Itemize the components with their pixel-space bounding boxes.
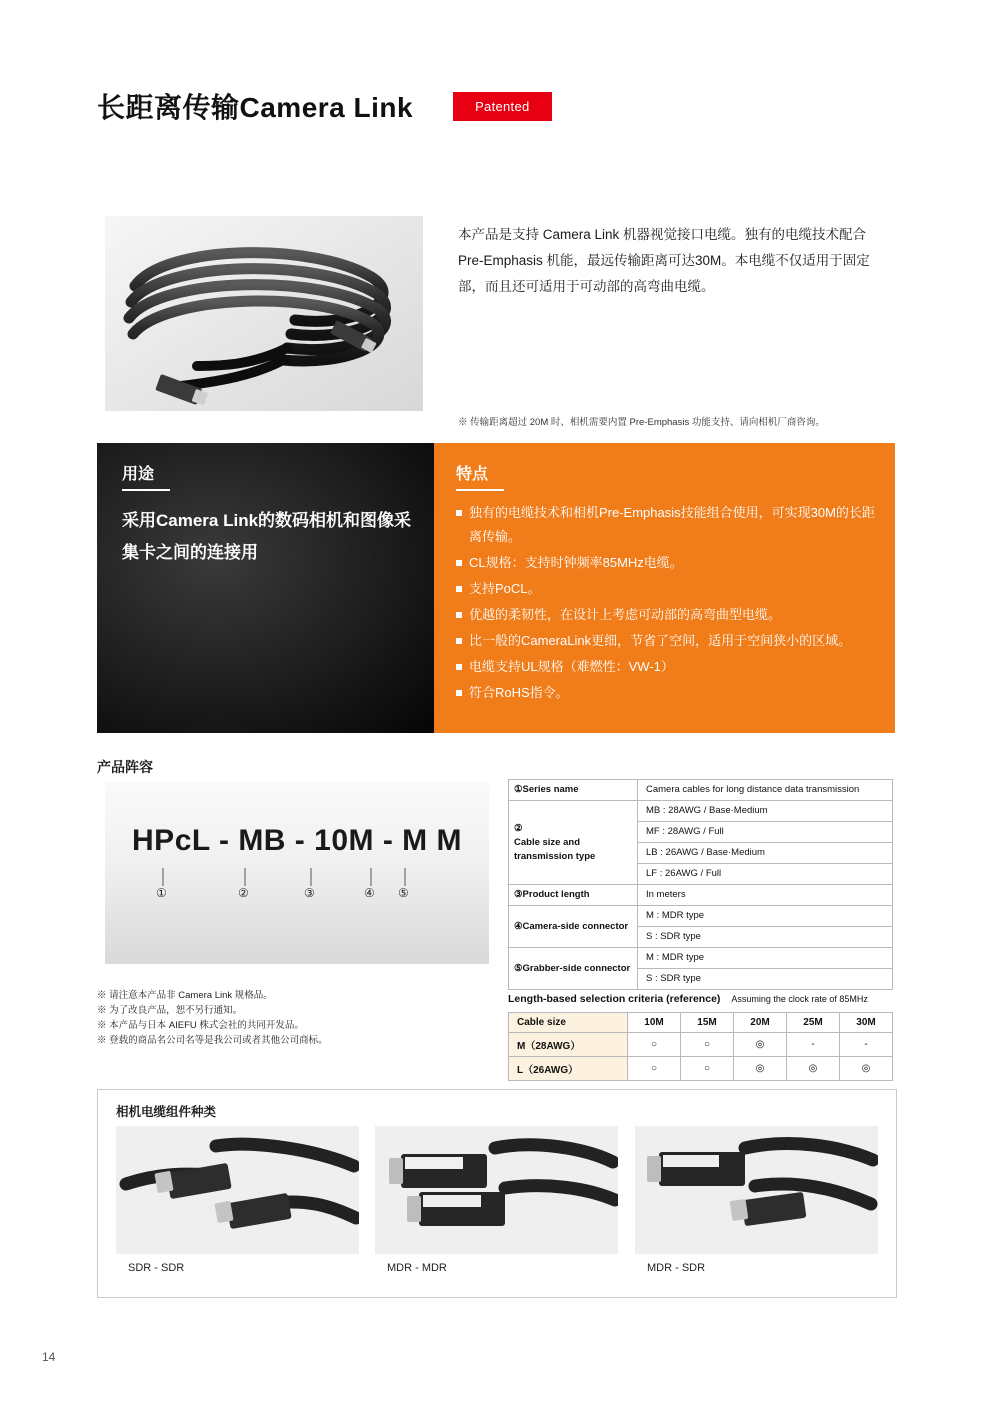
footnote-4: ※ 登载的商品名公司名等是我公司或者其他公司商标。	[97, 1035, 328, 1046]
criteria-col-2: 15M	[681, 1013, 734, 1033]
criteria-cell: ◎	[734, 1057, 787, 1081]
spec-name-2: Cable size and transmission type	[514, 836, 596, 862]
part-number-diagram	[105, 782, 489, 964]
criteria-cell: -	[787, 1033, 840, 1057]
assembly-caption-2: MDR - MDR	[387, 1262, 447, 1274]
callout-marker-3: ③	[304, 886, 315, 900]
spec-name-5: Grabber-side connector	[522, 962, 631, 974]
spec-name-3: Product length	[522, 889, 590, 900]
criteria-row-1-label: L（26AWG）	[509, 1057, 628, 1081]
table-row	[509, 801, 893, 822]
spec-value-4b: S : SDR type	[638, 927, 893, 948]
criteria-cell: ◎	[734, 1033, 787, 1057]
part-number-code: HPcL - MB - 10M - M M	[132, 824, 462, 857]
criteria-cell: ○	[681, 1033, 734, 1057]
spec-label-3	[509, 885, 638, 906]
spec-value-3: In meters	[638, 885, 893, 906]
status-badge: Patented	[453, 92, 551, 121]
assembly-section	[97, 1089, 897, 1298]
spec-table	[508, 779, 893, 990]
assembly-caption-1: SDR - SDR	[128, 1262, 185, 1274]
heading-underline	[456, 489, 504, 491]
spec-label-4	[509, 906, 638, 948]
spec-num-3: ③	[514, 889, 523, 900]
criteria-col-3: 20M	[734, 1013, 787, 1033]
assembly-photo-3	[635, 1126, 878, 1254]
spec-num-5: ⑤	[514, 962, 523, 974]
list-item: 符合RoHS指令。	[456, 681, 881, 705]
criteria-title: Length-based selection criteria (reference)	[508, 993, 721, 1005]
footnote-1: ※ 请注意本产品非 Camera Link 规格品。	[97, 990, 273, 1001]
spec-value-2a: MB : 28AWG / Base·Medium	[638, 801, 893, 822]
list-item: 优越的柔韧性，在设计上考虑可动部的高弯曲型电缆。	[456, 603, 881, 627]
callout-marker-1: ①	[156, 886, 167, 900]
page-number: 14	[42, 1350, 56, 1364]
footnotes	[97, 988, 328, 1048]
criteria-col-1: 10M	[628, 1013, 681, 1033]
spec-num-2: ②	[514, 822, 523, 834]
list-item: 支持PoCL。	[456, 577, 881, 601]
table-row	[509, 1033, 893, 1057]
spec-label-2	[509, 801, 638, 885]
hero-product-photo	[105, 216, 423, 411]
criteria-cell: ○	[681, 1057, 734, 1081]
criteria-cell: ○	[628, 1057, 681, 1081]
page-title: 长距离传输Camera Link	[97, 92, 414, 123]
use-panel-heading	[122, 461, 170, 491]
spec-label-5	[509, 948, 638, 990]
criteria-heading	[508, 993, 898, 1005]
assembly-photo-2	[375, 1126, 618, 1254]
spec-value-1: Camera cables for long distance data transmission	[638, 780, 893, 801]
assembly-caption-3: MDR - SDR	[647, 1262, 706, 1274]
table-row	[509, 780, 893, 801]
criteria-col-5: 30M	[840, 1013, 893, 1033]
use-panel-body: 采用Camera Link的数码相机和图像采集卡之间的连接用	[122, 511, 412, 562]
spec-value-4a: M : MDR type	[638, 906, 893, 927]
hero-footnote: ※ 传输距离超过 20M 时、相机需要内置 Pre-Emphasis 功能支持、请向相机厂商咨询。	[458, 417, 825, 428]
spec-value-2d: LF : 26AWG / Full	[638, 864, 893, 885]
callout-marker-2: ②	[238, 886, 249, 900]
spec-value-2b: MF : 28AWG / Full	[638, 822, 893, 843]
callout-marker-4: ④	[364, 886, 375, 900]
feature-panel	[434, 443, 895, 733]
list-item: 比一般的CameraLink更细，节省了空间，适用于空间狭小的区域。	[456, 629, 881, 653]
spec-name-4: Camera-side connector	[522, 920, 629, 932]
list-item: 独有的电缆技术和相机Pre-Emphasis技能组合使用，可实现30M的长距离传输。	[456, 501, 881, 549]
list-item: CL规格：支持时钟频率85MHz电缆。	[456, 551, 881, 575]
criteria-row-0-label: M（28AWG）	[509, 1033, 628, 1057]
criteria-subtitle: Assuming the clock rate of 85MHz	[731, 994, 868, 1004]
criteria-cell: ○	[628, 1033, 681, 1057]
feature-list	[456, 501, 881, 707]
lineup-title: 产品阵容	[97, 759, 153, 775]
spec-value-5a: M : MDR type	[638, 948, 893, 969]
part-number-callouts	[105, 868, 489, 908]
assembly-photo-1	[116, 1126, 359, 1254]
spec-num-1: ①	[514, 784, 523, 795]
criteria-table	[508, 1012, 893, 1081]
criteria-cell: ◎	[840, 1057, 893, 1081]
table-row	[509, 1057, 893, 1081]
table-row	[509, 885, 893, 906]
use-panel-heading-text: 用途	[122, 466, 155, 483]
criteria-cell: ◎	[787, 1057, 840, 1081]
footnote-3: ※ 本产品与日本 AIEFU 株式会社的共同开发品。	[97, 1020, 304, 1031]
heading-underline	[122, 489, 170, 491]
spec-value-2c: LB : 26AWG / Base·Medium	[638, 843, 893, 864]
criteria-col-0: Cable size	[509, 1013, 628, 1033]
feature-panel-heading	[456, 461, 504, 491]
callout-marker-5: ⑤	[398, 886, 409, 900]
use-panel	[97, 443, 434, 733]
feature-panel-heading-text: 特点	[456, 466, 489, 483]
table-header-row	[509, 1013, 893, 1033]
table-row	[509, 906, 893, 927]
spec-value-5b: S : SDR type	[638, 969, 893, 990]
page-header	[97, 86, 552, 126]
criteria-col-4: 25M	[787, 1013, 840, 1033]
list-item: 电缆支持UL规格（难燃性：VW-1）	[456, 655, 881, 679]
spec-name-1: Series name	[522, 784, 579, 795]
assembly-title: 相机电缆组件种类	[116, 1105, 217, 1119]
spec-num-4: ④	[514, 920, 523, 932]
table-row	[509, 948, 893, 969]
spec-label-1	[509, 780, 638, 801]
hero-description: 本产品是支持 Camera Link 机器视觉接口电缆。独有的电缆技术配合 Pre-Emphasis 机能，最远传输距离可达30M。本电缆不仅适用于固定部，而且还可适用于可动部的高弯曲电缆。	[458, 227, 870, 294]
criteria-cell: -	[840, 1033, 893, 1057]
footnote-2: ※ 为了改良产品，恕不另行通知。	[97, 1005, 243, 1016]
